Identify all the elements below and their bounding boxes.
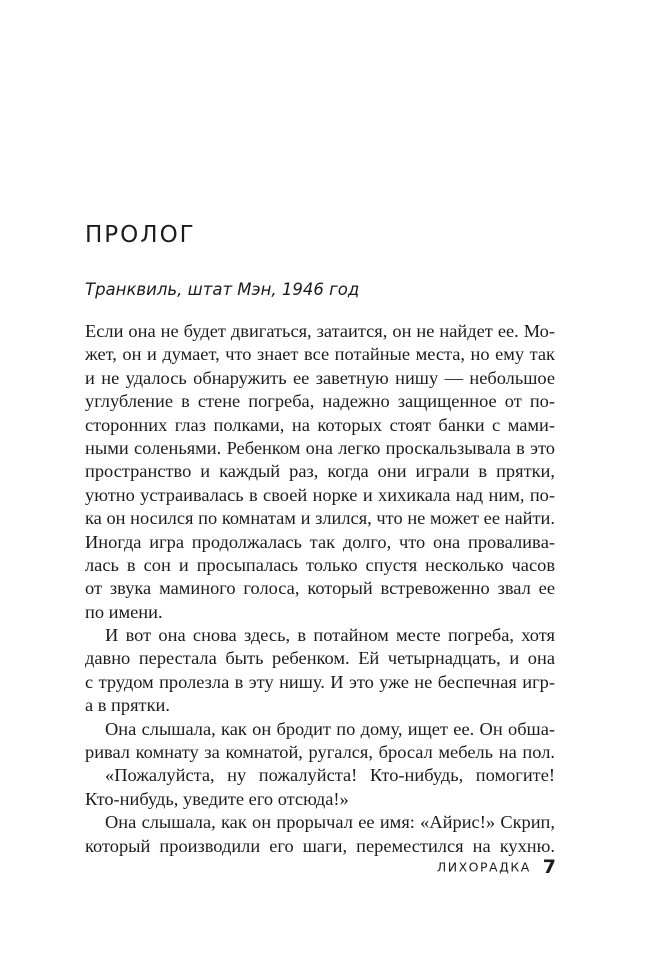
text-line: ными соленьями. Ребенком она легко проскальзывала в это [85, 437, 555, 458]
page-number: 7 [542, 856, 556, 878]
text-line: ка он носился по комнатам и злился, что не может ее найти. [85, 508, 555, 529]
page-footer [0, 856, 556, 878]
text-line: с трудом пролезла в эту нишу. И это уже не беспечная игр- [85, 671, 555, 692]
text-line: по имени. [85, 601, 163, 622]
text-line: Иногда игра продолжалась так долго, что она проваливa- [85, 531, 555, 552]
text-line: пространство и каждый раз, когда они играли в прятки, [85, 461, 555, 482]
text-line: жет, он и думает, что знает все потайные места, но ему так [85, 344, 555, 365]
text-line: Она слышала, как он бродит по дому, ищет ее. Он обша- [105, 718, 555, 739]
body-text [85, 320, 555, 858]
running-head: ЛИХОРАДКА [436, 859, 531, 875]
text-line: а в прятки. [85, 695, 170, 716]
text-line: давно перестала быть ребенком. Ей четырнадцать, и она [85, 648, 555, 669]
text-line: ривал комнату за комнатой, ругался, бросал мебель на пол. [85, 742, 555, 763]
text-line: лась в сон и просыпалась только спустя несколько часов [85, 554, 555, 575]
text-line: и не удалось обнаружить ее заветную нишу — небольшое [85, 367, 555, 388]
text-line: Кто-нибудь, уведите его отсюда!» [85, 788, 349, 809]
text-line: углубление в стене погреба, надежно защищенное от по- [85, 391, 555, 412]
chapter-subtitle: Транквиль, штат Мэн, 1946 год [85, 280, 360, 299]
chapter-title: ПРОЛОГ [85, 222, 196, 248]
text-line: Она слышала, как он прорычал ее имя: «Айрис!» Скрип, [105, 812, 555, 833]
text-line: от звука маминого голоса, который встревоженно звал ее [85, 578, 555, 599]
text-line: «Пожалуйста, ну пожалуйста! Кто-нибудь, помогите! [105, 765, 555, 786]
text-line: И вот она снова здесь, в потайном месте погреба, хотя [105, 625, 555, 646]
text-line: сторонних глаз полками, на которых стоят банки с мами- [85, 414, 555, 435]
text-line: который производили его шаги, переместился на кухню. [85, 835, 555, 856]
text-line: Если она не будет двигаться, затаится, он не найдет ее. Мо- [85, 321, 555, 341]
text-line: уютно устраивалась в своей норке и хихикала над ним, по- [85, 484, 555, 505]
